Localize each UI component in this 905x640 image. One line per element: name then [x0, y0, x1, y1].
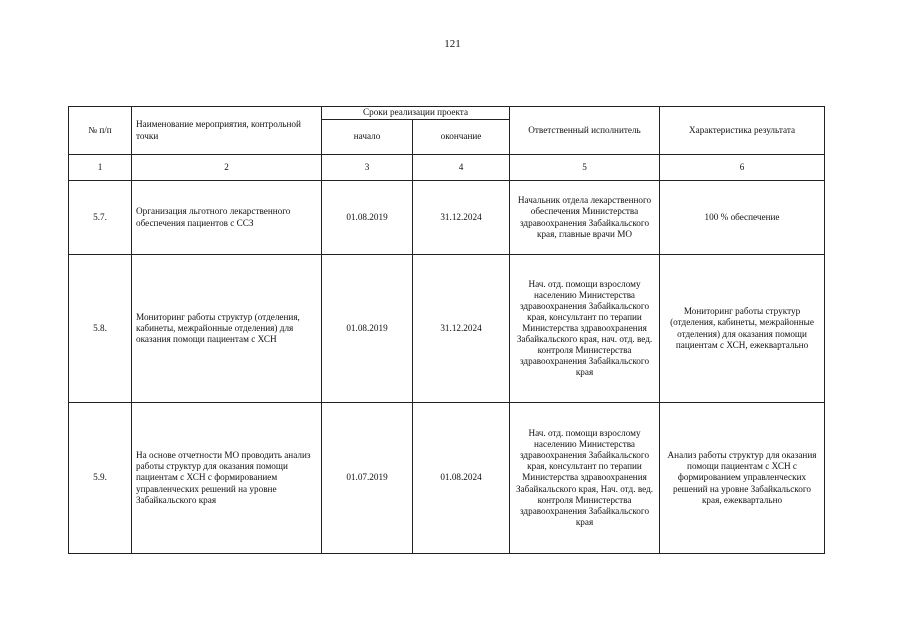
header-result: Характеристика результата: [660, 107, 825, 155]
page-number: 121: [444, 38, 461, 50]
row-result: Анализ работы структур для оказания помощи пациентам с ХСН с формированием управленческих решений на уровне Забайкальского края, ежеквартально: [660, 403, 825, 554]
header-end: окончание: [413, 120, 510, 155]
header-responsible: Ответственный исполнитель: [510, 107, 660, 155]
header-period: Сроки реализации проекта: [322, 107, 510, 120]
row-start: 01.08.2019: [322, 181, 413, 255]
project-plan-table: [68, 106, 825, 554]
row-end: 01.08.2024: [413, 403, 510, 554]
row-responsible: Нач. отд. помощи взрослому населению Министерства здравоохранения Забайкальского края, консультант по терапии Министерства здравоохранения Забайкальского края, нач. отд. вед. контроля Министерства здравоохранения Забайкальского края: [510, 255, 660, 403]
column-number-row: [69, 155, 825, 181]
header-start: начало: [322, 120, 413, 155]
header-row: [69, 107, 825, 120]
header-num: № п/п: [69, 107, 132, 155]
column-number: 2: [132, 155, 322, 181]
row-responsible: Начальник отдела лекарственного обеспечения Министерства здравоохранения Забайкальского края, главные врачи МО: [510, 181, 660, 255]
row-num: 5.9.: [69, 403, 132, 554]
column-number: 5: [510, 155, 660, 181]
row-end: 31.12.2024: [413, 181, 510, 255]
column-number: 6: [660, 155, 825, 181]
row-start: 01.08.2019: [322, 255, 413, 403]
column-number: 4: [413, 155, 510, 181]
row-end: 31.12.2024: [413, 255, 510, 403]
row-result: 100 % обеспечение: [660, 181, 825, 255]
row-name: Организация льготного лекарственного обеспечения пациентов с ССЗ: [132, 181, 322, 255]
column-number: 1: [69, 155, 132, 181]
table-row: [69, 255, 825, 403]
row-num: 5.8.: [69, 255, 132, 403]
header-name: Наименование мероприятия, контрольной точки: [132, 107, 322, 155]
table-row: [69, 181, 825, 255]
row-result: Мониторинг работы структур (отделения, кабинеты, межрайонные отделения) для оказания помощи пациентам с ХСН, ежеквартально: [660, 255, 825, 403]
row-responsible: Нач. отд. помощи взрослому населению Министерства здравоохранения Забайкальского края, консультант по терапии Министерства здравоохранения Забайкальского края, Нач. отд. вед. контроля Министерства здравоохранения Забайкальского края: [510, 403, 660, 554]
row-num: 5.7.: [69, 181, 132, 255]
table-row: [69, 403, 825, 554]
row-name: Мониторинг работы структур (отделения, кабинеты, межрайонные отделения) для оказания помощи пациентам с ХСН: [132, 255, 322, 403]
row-name: На основе отчетности МО проводить анализ работы структур для оказания помощи пациентам с ХСН с формированием управленческих решений на уровне Забайкальского края: [132, 403, 322, 554]
column-number: 3: [322, 155, 413, 181]
row-start: 01.07.2019: [322, 403, 413, 554]
